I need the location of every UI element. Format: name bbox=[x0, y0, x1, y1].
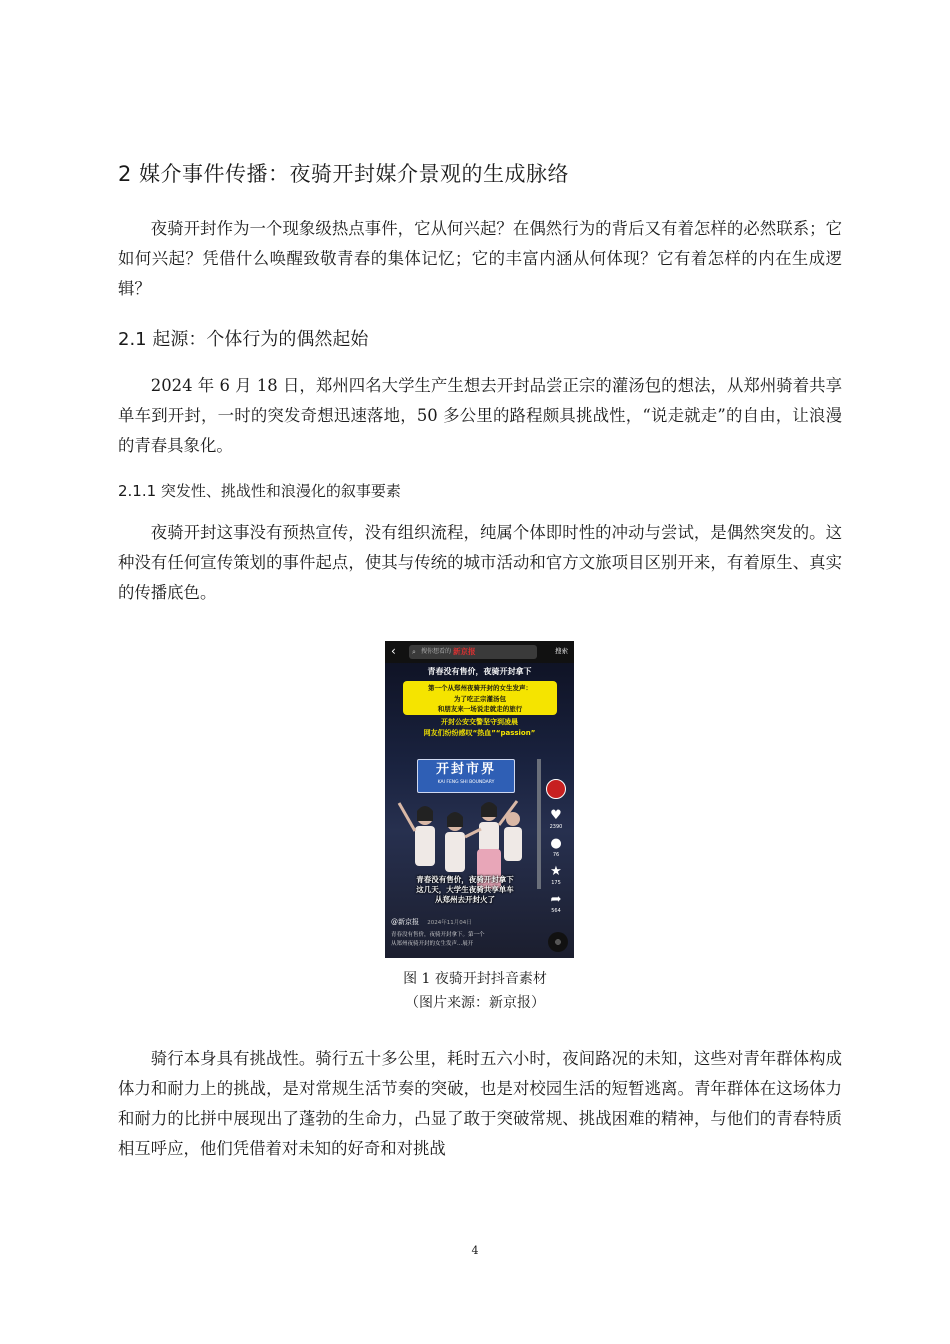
music-disc-icon bbox=[548, 932, 568, 952]
paragraph-challenge: 骑行本身具有挑战性。骑行五十多公里，耗时五六小时，夜间路况的未知，这些对青年群体构成体力和耐力上的挑战，是对常规生活节奏的突破，也是对校园生活的短暂逃离。青年群体在这场体力和耐力的比拼中展现出了蓬勃的生命力，凸显了敢于突破常规、挑战困难的精神，与他们的青春特质相互呼应，他们凭借着对未知的好奇和对挑战 bbox=[118, 1049, 842, 1158]
search-icon: ⌕ bbox=[412, 648, 416, 656]
figure-source: （图片来源：新京报） bbox=[405, 995, 545, 1011]
subsubsection-heading: 2.1.1 突发性、挑战性和浪漫化的叙事要素 bbox=[118, 482, 401, 500]
yellow-caption-box bbox=[403, 681, 557, 715]
app-topbar bbox=[385, 641, 574, 663]
description-line: 青春没有售价，夜骑开封拿下。第一个 bbox=[391, 932, 485, 938]
account-line bbox=[391, 917, 472, 927]
side-action-bar bbox=[544, 779, 568, 921]
account-name: @新京报 bbox=[391, 918, 419, 926]
heart-icon: ♥ bbox=[550, 808, 562, 823]
subtitle-line: 这几天，大学生夜骑共享单车 bbox=[416, 885, 514, 894]
star-icon: ★ bbox=[550, 864, 562, 879]
post-date: 2024年11月04日 bbox=[427, 920, 472, 926]
avatar bbox=[546, 779, 566, 799]
search-button: 搜索 bbox=[555, 647, 568, 655]
mid-caption-line: 开封公安交警坚守到凌晨 bbox=[441, 718, 518, 726]
yellow-line: 第一个从郑州夜骑开封的女生发声： bbox=[428, 684, 532, 692]
city-boundary-sign bbox=[417, 759, 515, 793]
paragraph-intro: 夜骑开封作为一个现象级热点事件，它从何兴起？在偶然行为的背后又有着怎样的必然联系；它如何兴起？凭借什么唤醒致敬青春的集体记忆；它的丰富内涵从何体现？它有着怎样的内在生成逻辑？ bbox=[118, 219, 842, 298]
like-count: 2390 bbox=[549, 824, 563, 830]
brand-stamp: 新京报 bbox=[453, 647, 476, 656]
sign-chinese: 开封市界 bbox=[435, 762, 496, 777]
search-box bbox=[409, 645, 537, 659]
description-line: 从郑州夜骑开封的女生发声...展开 bbox=[391, 941, 474, 947]
sign-english: KAI FENG SHI BOUNDARY bbox=[437, 780, 495, 785]
back-arrow-icon: ‹ bbox=[391, 644, 396, 658]
paragraph-origin: 2024 年 6 月 18 日，郑州四名大学生产生想去开封品尝正宗的灌汤包的想法，从郑州骑着共享单车到开封，一时的突发奇想迅速落地，50 多公里的路程颇具挑战性，“说走就走”的自由，让浪漫的青春具象化。 bbox=[118, 376, 842, 455]
figure-caption: 图 1 夜骑开封抖音素材 bbox=[403, 971, 547, 987]
subtitle-line: 从郑州去开封火了 bbox=[435, 895, 495, 904]
search-placeholder: 搜你想看的 bbox=[421, 648, 452, 655]
page-number: 4 bbox=[471, 1244, 479, 1257]
mid-caption-line: 网友们纷纷感叹“热血”“passion” bbox=[423, 729, 536, 737]
comment-icon: ● bbox=[550, 836, 562, 851]
mid-caption bbox=[385, 717, 574, 739]
video-subtitle bbox=[385, 875, 545, 905]
yellow-line: 为了吃正宗灌汤包 bbox=[454, 694, 506, 703]
paragraph-suddenness: 夜骑开封这事没有预热宣传，没有组织流程，纯属个体即时性的冲动与尝试，是偶然突发的。这种没有任何宣传策划的事件起点，使其与传统的城市活动和官方文旅项目区别开来，有着原生、真实的传播底色。 bbox=[118, 523, 842, 602]
share-icon: ➦ bbox=[550, 892, 562, 907]
comment-count: 76 bbox=[552, 852, 560, 858]
section-heading: 2 媒介事件传播：夜骑开封媒介景观的生成脉络 bbox=[118, 162, 570, 186]
video-description bbox=[391, 931, 531, 949]
share-count: 564 bbox=[551, 908, 561, 914]
yellow-line: 和朋友来一场说走就走的旅行 bbox=[437, 705, 523, 713]
subtitle-line: 青春没有售价，夜骑开封拿下 bbox=[416, 875, 514, 884]
video-headline: 青春没有售价，夜骑开封拿下 bbox=[427, 667, 532, 676]
subsection-heading: 2.1 起源：个体行为的偶然起始 bbox=[118, 329, 369, 350]
figure-screenshot bbox=[385, 641, 574, 958]
favorite-count: 175 bbox=[551, 880, 561, 886]
